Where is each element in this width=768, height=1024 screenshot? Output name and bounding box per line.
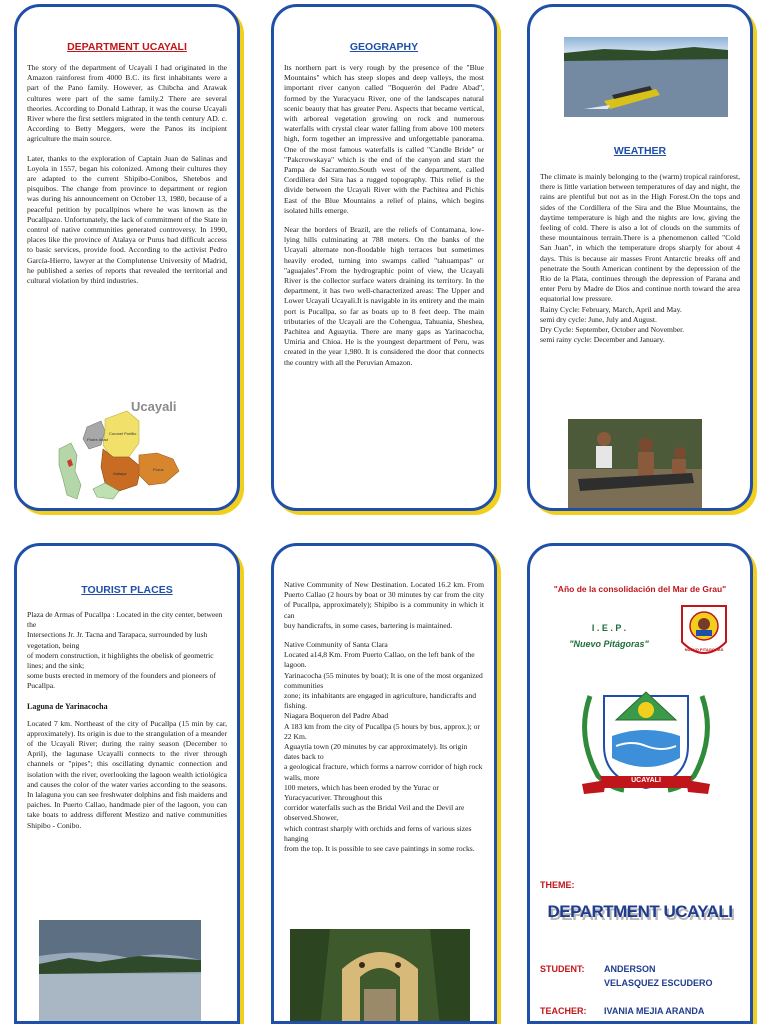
paragraph: The story of the department of Ucayali I had originated in the Amazon rainforest from 4000 B.C. its first inhabitants were a part of the Pano family. However, as Chibcha and Arawak cultures were part of the same family.2 There are several theories. According to Donald Lathrap, it was the course Ucayali River where the first settlers migrated in the tenth century AD. c. According to Betty Meggers, were the Panos its incipient agriculture the main source.	[27, 63, 227, 144]
ucayali-map-figure	[57, 399, 207, 504]
theme-title: DEPARTMENT UCAYALI	[547, 902, 733, 921]
text-line: Niagara Boqueron del Padre Abad	[284, 711, 389, 721]
panel-cover	[527, 543, 753, 1024]
panel-title: DEPARTMENT UCAYALI	[67, 41, 187, 53]
intro-line: Intersections Jr. Jr. Tacna and Tarapaca, surrounded by lush vegetation, being	[27, 630, 208, 650]
text-line: zone; its inhabitants are engaged in agriculture, handicrafts and fishing.	[284, 691, 477, 711]
panel-weather	[527, 4, 753, 511]
student-name-line1: ANDERSON	[604, 964, 656, 974]
text-line: A 183 km from the city of Pucallpa (5 hours by bus, approx.); or 22 Km.	[284, 721, 480, 741]
teacher-label: TEACHER:	[540, 1006, 587, 1016]
text-line: Yarinacocha (55 minutes by boat); It is one of the most organized communities	[284, 670, 483, 690]
school-name-line1: I . E . P .	[591, 623, 627, 633]
panel-title: GEOGRAPHY	[349, 41, 419, 53]
student-name-line2: VELASQUEZ ESCUDERO	[604, 978, 713, 988]
lagoon-photo	[39, 920, 201, 1024]
text-line: buy handicrafts, in some cases, bartering is maintained.	[284, 620, 453, 630]
school-name-line2: "Nuevo Pitágoras"	[569, 639, 649, 649]
theme-label: THEME:	[540, 880, 575, 890]
climate-cycle: semi dry cycle: June, July and August.	[540, 314, 657, 324]
jaguar-arch-photo	[290, 929, 470, 1024]
teacher-name: IVANIA MEJIA ARANDA	[604, 1006, 705, 1016]
logo-text: NUEVO PITAGORAS	[684, 647, 724, 652]
climate-cycle: semi rainy cycle: December and January.	[540, 335, 665, 345]
map-title: Ucayali	[131, 399, 177, 414]
text-line: from the top. It is possible to see cave paintings in some rocks.	[284, 844, 475, 854]
map-region-label: Coronel Portillo	[109, 431, 137, 436]
map-region-label: Purus	[153, 467, 164, 472]
ucayali-map-image	[57, 399, 207, 504]
text-line: a geological fracture, which forms a narrow corridor of high rock walls, more	[284, 762, 483, 782]
panel-tourist-places	[14, 543, 240, 1024]
fishermen-photo	[568, 419, 702, 511]
panel-title: TOURIST PLACES	[81, 584, 173, 596]
paragraph: Later, thanks to the exploration of Captain Juan de Salinas and Loyola in 1557, began his colonized. Among their cultures they are adapted to the current Shipibo-Conibos, Shetebos and pisquibos. The change from province to department or region was during his announcement on October 13, 1980, because of a peaceful petition by pucallpinos where he was known as the Pucallpazo. Unfortunately, the lack of commitment of the State in control of native communities generated controversy. In 1990, places like the province of Atalaya or Purus had difficult access to basic services, provide food. According to the activist Pedro García-Hierro, lawyer at the Complutense University of Madrid, he published a series of reports that revealed the territorial and cultural violation by third industries.	[27, 153, 227, 286]
climate-cycle: Rainy Cycle: February, March, April and May.	[540, 304, 682, 314]
river-boat-photo	[564, 37, 728, 117]
shield-banner-text: UCAYALI	[631, 777, 661, 784]
subheading: Laguna de Yarinacocha	[27, 701, 108, 711]
intro-line: some busts erected in memory of the founders and pioneers of Pucallpa.	[27, 671, 216, 691]
paragraph: The climate is mainly belonging to the (warm) tropical rainforest, there is little variation between temperatures of day and night, the rains are plentiful but not as in the High Forest.On the tops and sides of the Cordillera of the Sira and the Blue Mountains, the daytime temperature is high and the nights are low, giving the feeling of cold. There is also a lot of clouds on the summits of these mountainous terrain.There is a phenomenon called "Cold San Juan", in which the temperature drops sharply for about 4 days. This is because air masses Front Antarctic breaks off and penetrate the South American continent by the depression of the Rio de la Plata, continues through the depression of Parana and enter Peru by Madre de Dios and continue north toward the area equatorial low pressure.	[540, 172, 740, 304]
text-line: Native Community of Santa Clara	[284, 640, 388, 650]
text-line: 100 meters, which has been eroded by the Yurac or Yuracyacuriver. Throughout this	[284, 782, 439, 803]
year-motto: "Año de la consolidación del Mar de Grau"	[553, 584, 727, 594]
ucayali-coat-of-arms	[576, 676, 716, 802]
climate-cycle: Dry Cycle: September, October and November.	[540, 325, 685, 335]
paragraph: Its northern part is very rough by the presence of the "Blue Mountains" which has steep slopes and deep valleys, the most important river canyon called "Boquerón del Padre Abad", formed by the Yuracyacu River, one of the landscapes natural scenic beauty that has greater Peru. Aspects that became vertical, with arboreal vegetation growing on rock and numerous waterfalls with crystal clear water falling from above 100 meters high, form together an impressive and unforgettable panorama. One of the most famous waterfalls is called "Candle Bride" or "Pakcrowskaya" which is the end of the canyon and start the Pampa de Sacramento.South west of the department, called Cordillera del Sira has a rugged topography. This relief is the divide between the Ucayali River with the Pachitea and Pichis East of the Blue Mountains a relief of plains, which begins isolated hills emerge.	[284, 63, 484, 215]
text-line: Aguaytía town (20 minutes by car approximately). Its origin dates back to	[284, 742, 468, 762]
panel-geography	[271, 4, 497, 511]
text-line: corridor waterfalls such as the Bridal Veil and the Devil are observed.Shower,	[284, 803, 465, 823]
text-line: which contrast sharply with orchids and ferns of various sizes hanging	[284, 823, 472, 843]
text-line: Native Community of New Destination. Located 16.2 km. From Puerto Callao (2 hours by boat or 30 minutes by car from the city of Pucallpa, approximately); Shipibo is a community in which it can	[284, 580, 484, 620]
intro-line: Plaza de Armas of Pucallpa : Located in the city center, between the	[27, 610, 223, 630]
school-logo	[678, 602, 730, 666]
student-label: STUDENT:	[540, 964, 585, 974]
school-crest-icon	[678, 602, 730, 666]
map-region-label: Atalaya	[113, 471, 127, 476]
panel-department-history	[14, 4, 240, 511]
panel-title: WEATHER	[613, 145, 667, 157]
paragraph: Located 7 km. Northeast of the city of Pucallpa (15 min by car, approximately). Its origin is due to the strangulation of a meander of the Ucayali River; during the rainy season (December to April), the lagunase Ucayalli connects to the river through channels or "pipes"; this oscillating dynamic connection and isolation with the river, overlooking the lagoon wealth ictiológica and causes the color of the water varies according to the seasons. In lalaguna you can see freshwater dolphins and fish maidens and paiches. In Puerto Callao, handmade pier of the lagoon, you can take boats to address different Mestizo and native communities Shipibo - Conibo.	[27, 718, 227, 830]
map-region-label: Padre Abad	[87, 437, 108, 442]
panel-communities	[271, 543, 497, 1024]
text-line: Located a14,8 Km. From Puerto Callao, on the left bank of the lagoon.	[284, 650, 475, 670]
intro-line: of modern construction, it highlights the obelisk of geometric lines; and the sink;	[27, 650, 214, 671]
paragraph: Near the borders of Brazil, are the reliefs of Contamana, low-lying hills culminating at 788 meters. On the banks of the Ucayali alternate non-floodable high terraces but sometimes heavily eroded, turning into swamps called "tahuampas" or "aguajales".From the hydrographic point of view, the Ucayali River is the collector surface waters draining its territory. In the department, it has two well-characterized areas: The Upper and Lower Ucayali Ucayali.It is navigable in its entirety and the main port is Pucallpa, so far as boats up to 8 feet deep. The main tributaries of the Ucayali are the Cohengua, Tahuania, Sheshea, Pachitea and Aguaytia. There are many gaps as Yarinacocha, Umiria and Chioa. He is the youngest department of Peru, was created in the year 1,980. It is considered the door that connects the country with all the Peruvian Amazon.	[284, 225, 484, 367]
